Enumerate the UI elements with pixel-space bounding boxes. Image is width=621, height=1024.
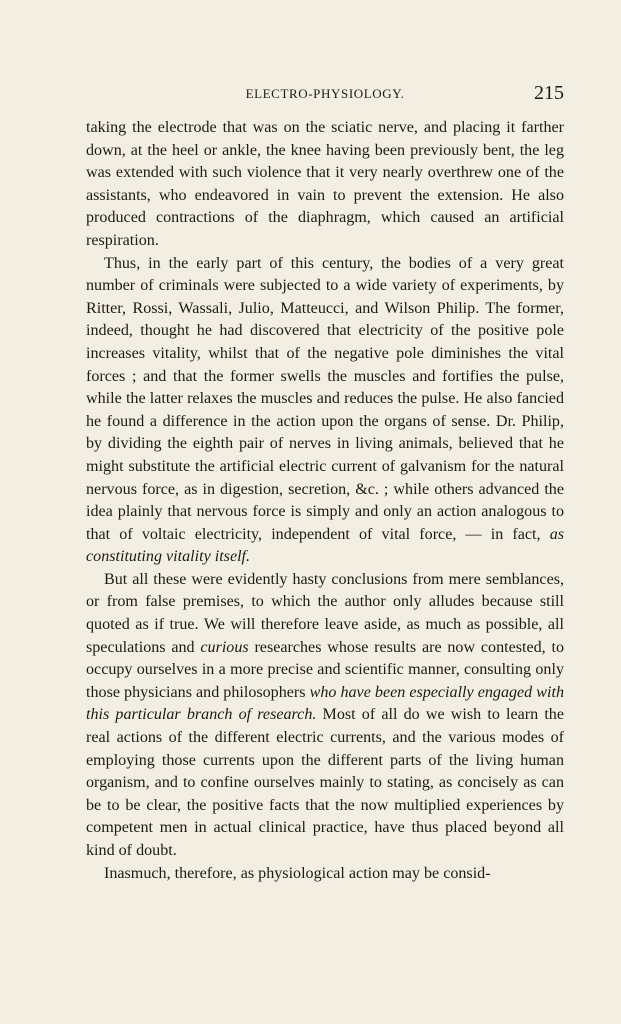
paragraph-3 (86, 569, 564, 863)
page-number: 215 (534, 82, 564, 104)
paragraph-3-text-b: researches whose results are now contested, to occupy ourselves in a more precise and scientific manner, consulting only those physicians and philosophers (86, 638, 564, 701)
running-head: ELECTRO-PHYSIOLOGY. (245, 86, 405, 101)
paragraph-2-text: Thus, in the early part of this century, the bodies of a very great number of criminals were subjected to a wide variety of experiments, by Ritter, Rossi, Wassali, Julio, Matteucci, and Wilson Philip. The former, indeed, thought he had discovered that electricity of the positive pole increases vitality, whilst that of the negative pole diminishes the vital forces ; and that the former swells the muscles and fortifies the pulse, while the latter relaxes the muscles and reduces the pulse. He also fancied he found a difference in the action upon the organs of sense. Dr. Philip, by dividing the eighth pair of nerves in living animals, believed that he might substitute the artificial electric current of galvanism for the natural nervous force, as in digestion, secretion, &c. ; while others advanced the idea plainly that nervous force is simply and only an action analogous to that of voltaic electricity, independent of vital force, — in fact, (86, 254, 564, 543)
paragraph-2 (86, 253, 564, 569)
body-text (86, 117, 564, 885)
paragraph-3-text-c: Most of all do we wish to learn the real actions of the different electric currents, and the various modes of employing those currents upon the different parts of the living human organism, and to confine ourselves mainly to stating, as concisely as can be to be clear, the positive facts that the now multiplied experiences by competent men in actual clinical practice, have thus placed beyond all kind of doubt. (86, 706, 564, 859)
paragraph-3-italic-a: curious (200, 638, 249, 656)
page-header (86, 82, 564, 108)
paragraph-4 (86, 863, 564, 886)
paragraph-1 (86, 117, 564, 253)
paragraph-3-italic-b: who have been especially engaged with this particular branch of research. (86, 683, 565, 724)
paragraph-1-text: taking the electrode that was on the sciatic nerve, and placing it farther down, at the heel or ankle, the knee having been previously bent, the leg was extended with such violence that it very nearly overthrew one of the assistants, who endeavored in vain to prevent the extension. He also produced contractions of the diaphragm, which caused an artificial respiration. (86, 119, 564, 249)
paragraph-3-text-a: But all these were evidently hasty conclusions from mere semblances, or from false premises, to which the author only alludes because still quoted as if true. We will therefore leave aside, as much as possible, all speculations and (86, 570, 564, 656)
paragraph-2-italic: as constituting vitality itself. (86, 525, 564, 566)
paragraph-4-text: Inasmuch, therefore, as physiological action may be consid- (104, 864, 491, 882)
